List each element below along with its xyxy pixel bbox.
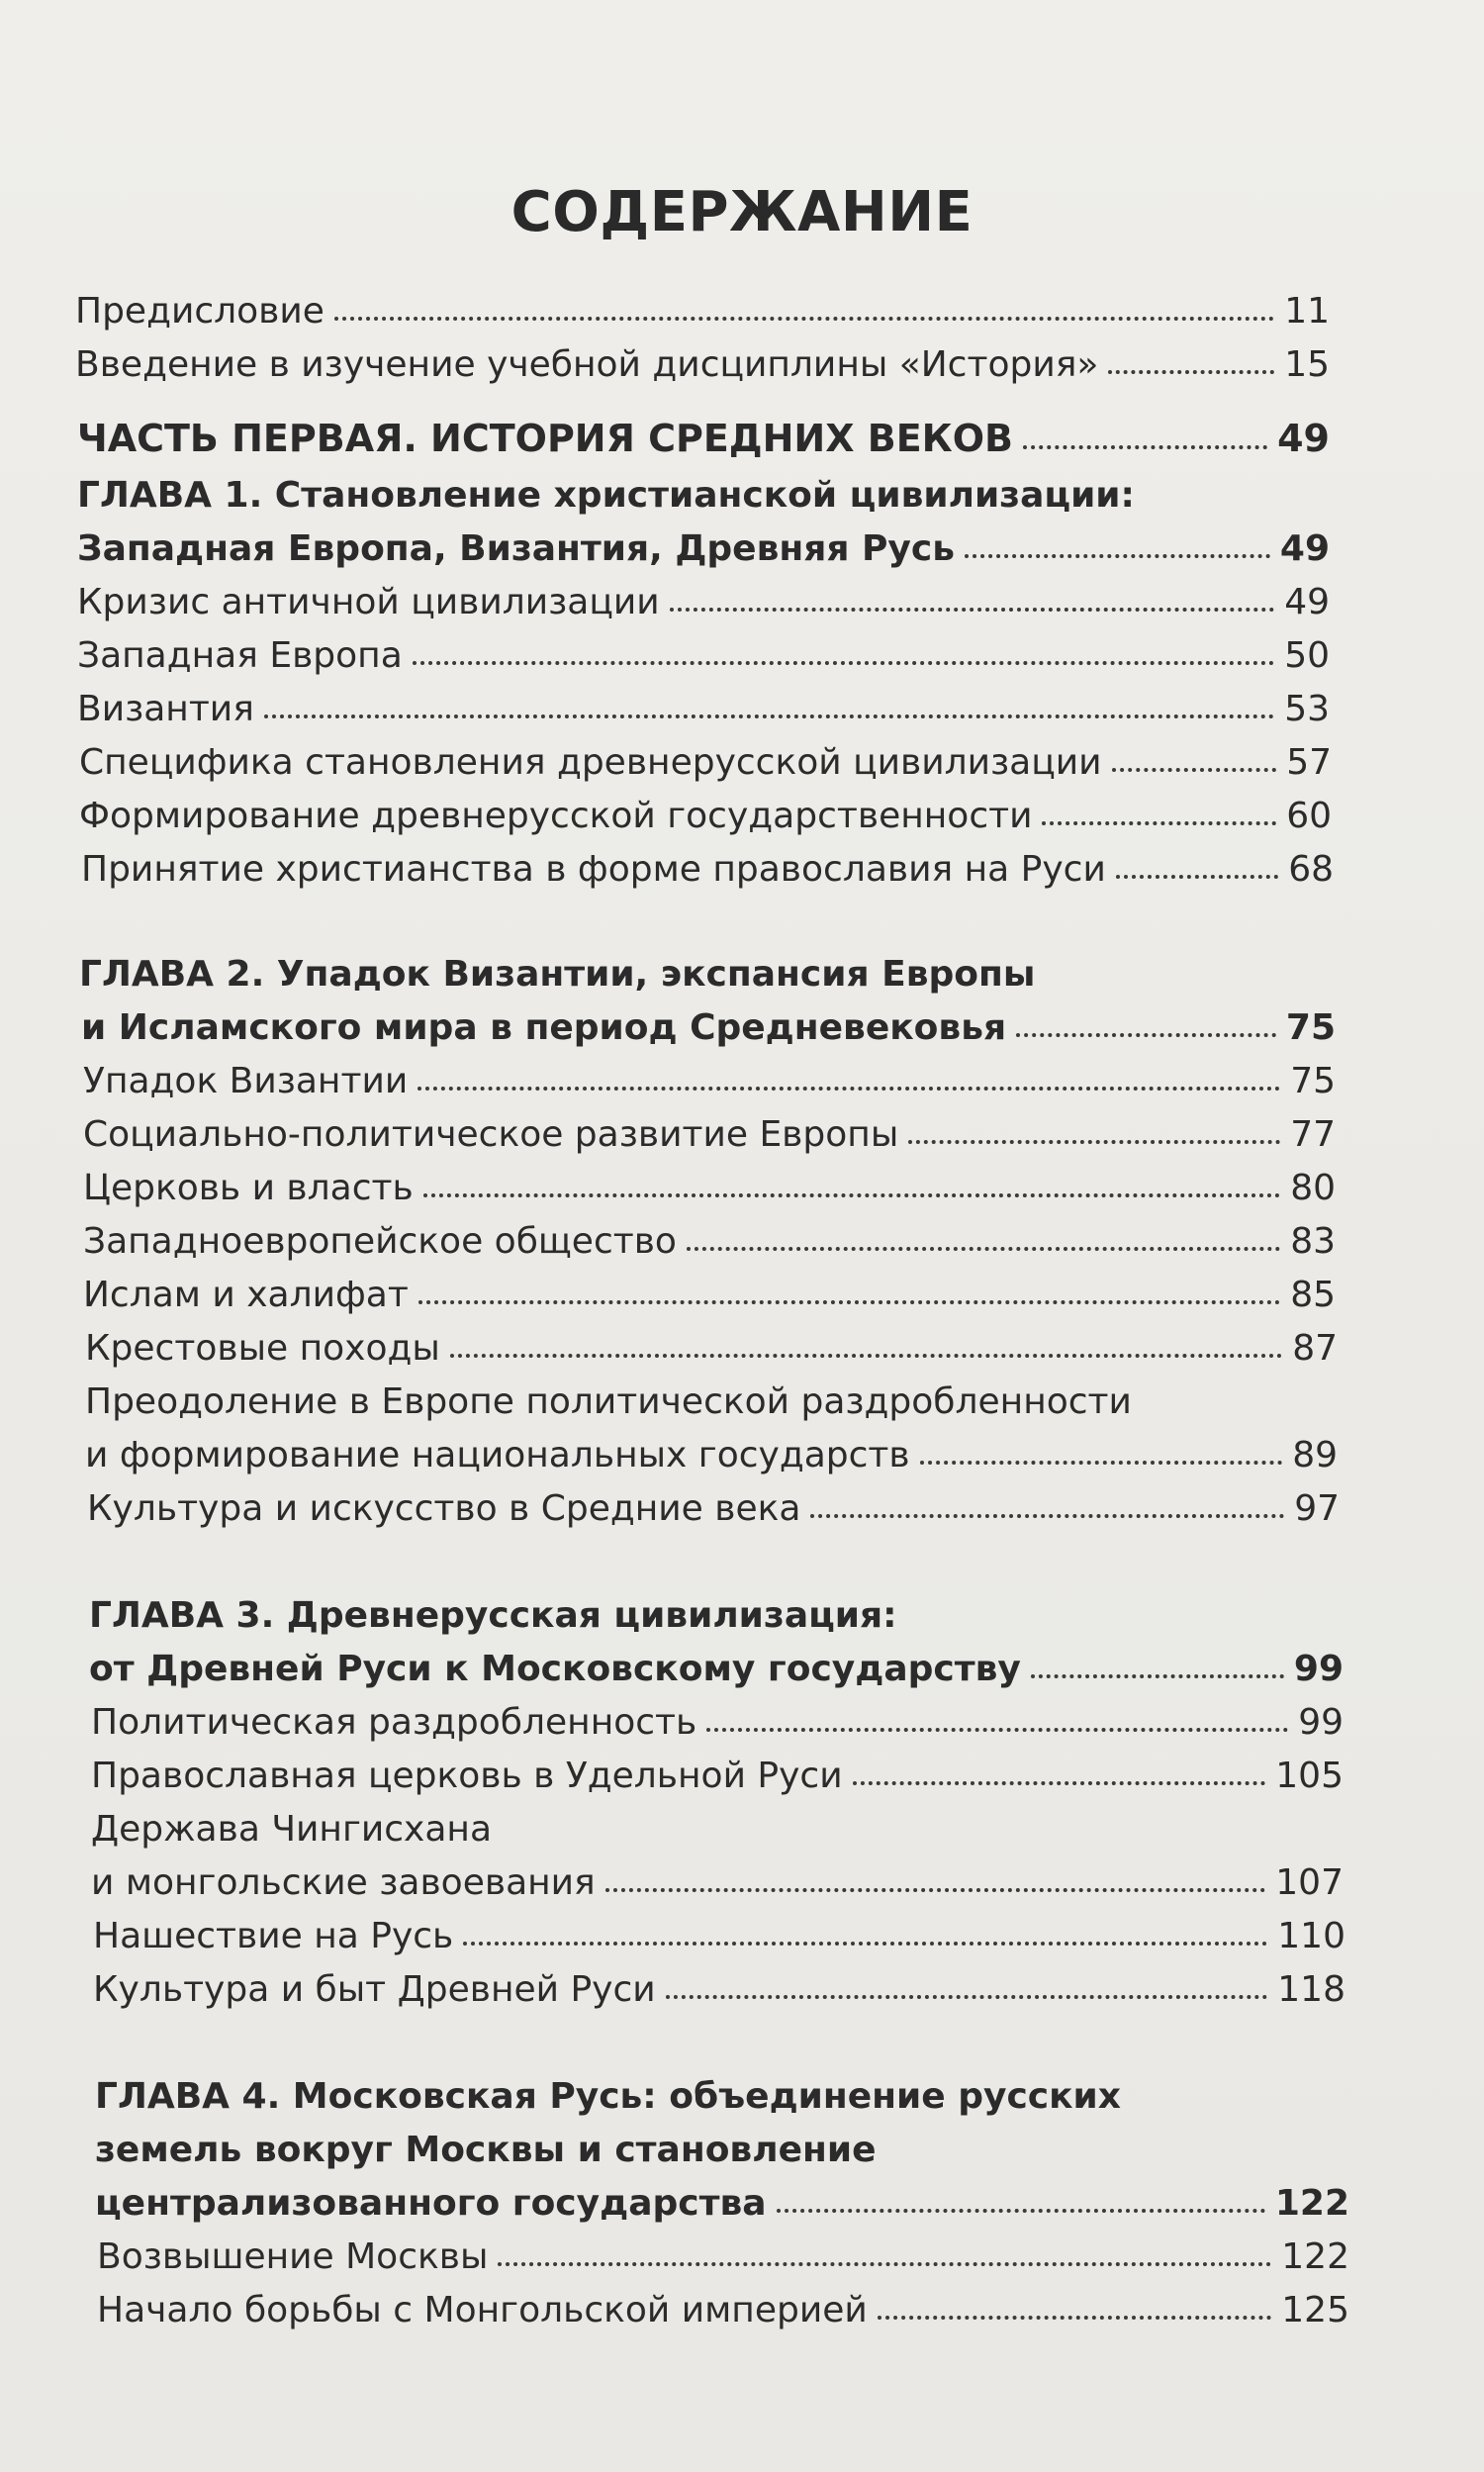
- toc-entry-title: и Исламского мира в период Средневековья: [81, 1007, 1007, 1048]
- toc-leader-dots: [463, 1932, 1267, 1946]
- toc-entry: [87, 1482, 1340, 1536]
- toc-entry-page: 107: [1275, 1862, 1344, 1903]
- toc-entry: [77, 683, 1330, 736]
- toc-leader-dots: [920, 1451, 1283, 1465]
- toc-entry: [83, 1055, 1336, 1108]
- toc-entry-title: Византия: [77, 689, 254, 729]
- toc-entry-page: 85: [1290, 1275, 1336, 1315]
- toc-entry-page: 122: [1281, 2236, 1349, 2277]
- toc-chapter-heading: [77, 523, 1330, 576]
- toc-chapter-heading: [95, 2070, 1349, 2124]
- toc-leader-dots: [777, 2199, 1265, 2213]
- toc-entry-page: 75: [1285, 1007, 1336, 1048]
- toc-entry-page: 49: [1277, 417, 1330, 460]
- toc-entry-page: 118: [1277, 1969, 1345, 2010]
- toc-leader-dots: [605, 1878, 1266, 1892]
- toc-entry-title: Нашествие на Русь: [93, 1916, 454, 1956]
- toc-entry: [85, 1322, 1338, 1376]
- toc-entry: [81, 843, 1334, 897]
- toc-leader-dots: [1023, 435, 1267, 449]
- toc-entry-title: Формирование древнерусской государственности: [79, 796, 1033, 836]
- toc-entry-page: 50: [1284, 635, 1330, 676]
- toc-leader-dots: [810, 1504, 1284, 1518]
- toc-entry-page: 11: [1284, 291, 1330, 332]
- toc-entry-page: 87: [1292, 1328, 1338, 1369]
- toc-leader-dots: [965, 544, 1270, 558]
- toc-entry-title: ГЛАВА 3. Древнерусская цивилизация:: [89, 1595, 897, 1636]
- toc-leader-dots: [1031, 1664, 1284, 1678]
- toc-entry: [85, 1376, 1338, 1429]
- toc-entry: [93, 1963, 1345, 2017]
- toc-entry-title: от Древней Руси к Московскому государству: [89, 1649, 1021, 1689]
- toc-entry-page: 80: [1290, 1168, 1336, 1208]
- toc-entry-page: 68: [1288, 849, 1334, 890]
- toc-entry-page: 83: [1290, 1221, 1336, 1262]
- toc-chapter-heading: [77, 469, 1330, 523]
- toc-entry: [83, 1269, 1336, 1322]
- toc-entry-page: 49: [1284, 582, 1330, 622]
- toc-entry: [97, 2284, 1349, 2337]
- toc-entry-title: и формирование национальных государств: [85, 1435, 910, 1475]
- toc-entry: [91, 1696, 1344, 1750]
- toc-entry-page: 15: [1284, 344, 1330, 385]
- toc-entry-title: Упадок Византии: [83, 1061, 409, 1101]
- toc-entry: [77, 629, 1330, 683]
- toc-chapter-heading: [79, 948, 1334, 1001]
- toc-entry-title: Возвышение Москвы: [97, 2236, 489, 2277]
- toc-chapter-heading: [81, 1001, 1336, 1055]
- toc-entry-title: и монгольские завоевания: [91, 1862, 596, 1903]
- toc-entry-page: 75: [1290, 1061, 1336, 1101]
- toc-leader-dots: [413, 651, 1274, 665]
- toc-chapter-heading: [89, 1643, 1344, 1696]
- toc-leader-dots: [423, 1184, 1280, 1197]
- toc-entry-page: 125: [1281, 2290, 1349, 2330]
- toc-entry: [79, 790, 1332, 843]
- toc-entry-title: Начало борьбы с Монгольской империей: [97, 2290, 868, 2330]
- toc-leader-dots: [334, 307, 1274, 321]
- toc-entry: [85, 1429, 1338, 1482]
- toc-part-heading: [77, 412, 1330, 465]
- toc-leader-dots: [908, 1130, 1280, 1144]
- toc-entry-title: централизованного государства: [95, 2183, 767, 2224]
- toc-chapter-heading: [89, 1589, 1344, 1643]
- toc-leader-dots: [706, 1718, 1288, 1732]
- toc-leader-dots: [1116, 865, 1278, 879]
- toc-entry: [75, 338, 1330, 392]
- toc-leader-dots: [878, 2306, 1272, 2320]
- toc-leader-dots: [450, 1344, 1282, 1358]
- toc-leader-dots: [666, 1985, 1268, 1999]
- toc-entry-page: 99: [1298, 1702, 1344, 1743]
- toc-entry-title: Кризис античной цивилизации: [77, 582, 660, 622]
- toc-entry-page: 53: [1284, 689, 1330, 729]
- toc-entry: [83, 1162, 1336, 1215]
- toc-entry-title: ГЛАВА 2. Упадок Византии, экспансия Европы: [79, 954, 1036, 995]
- toc-leader-dots: [264, 705, 1274, 718]
- toc-leader-dots: [853, 1771, 1266, 1785]
- toc-entry-title: Западная Европа, Византия, Древняя Русь: [77, 528, 955, 569]
- toc-entry-title: Преодоление в Европе политической раздробленности: [85, 1381, 1132, 1422]
- toc-chapter-heading: [95, 2177, 1349, 2231]
- toc-entry-page: 89: [1292, 1435, 1338, 1475]
- toc-entry: [83, 1108, 1336, 1162]
- toc-leader-dots: [1042, 811, 1276, 825]
- toc-entry-title: ЧАСТЬ ПЕРВАЯ. ИСТОРИЯ СРЕДНИХ ВЕКОВ: [77, 417, 1014, 460]
- toc-entry-title: Крестовые походы: [85, 1328, 440, 1369]
- toc-entry-title: Держава Чингисхана: [91, 1809, 493, 1850]
- toc-leader-dots: [498, 2252, 1271, 2266]
- toc-entry: [91, 1856, 1344, 1910]
- toc-entry-title: Культура и искусство в Средние века: [87, 1488, 801, 1529]
- toc-entry-page: 99: [1293, 1649, 1344, 1689]
- toc-entry-title: Ислам и халифат: [83, 1275, 409, 1315]
- toc-entry-title: Культура и быт Древней Руси: [93, 1969, 656, 2010]
- toc-entry: [79, 736, 1332, 790]
- toc-leader-dots: [1016, 1023, 1276, 1037]
- toc-entry-title: Предисловие: [75, 291, 325, 332]
- toc-entry: [91, 1803, 1344, 1856]
- page-title: СОДЕРЖАНИЕ: [510, 180, 974, 244]
- toc-leader-dots: [670, 598, 1275, 612]
- toc-entry-title: Церковь и власть: [83, 1168, 414, 1208]
- toc-entry-page: 60: [1286, 796, 1332, 836]
- toc-entry-page: 105: [1275, 1756, 1344, 1796]
- toc-entry-page: 122: [1274, 2183, 1349, 2224]
- toc-entry-title: Специфика становления древнерусской цивилизации: [79, 742, 1102, 783]
- toc-entry-title: Православная церковь в Удельной Руси: [91, 1756, 843, 1796]
- toc-entry: [97, 2231, 1349, 2284]
- toc-entry-title: Западная Европа: [77, 635, 403, 676]
- toc-leader-dots: [1112, 758, 1277, 772]
- toc-entry: [91, 1750, 1344, 1803]
- toc-leader-dots: [417, 1077, 1280, 1091]
- toc-entry: [77, 576, 1330, 629]
- toc-entry: [83, 1215, 1336, 1269]
- toc-chapter-heading: [95, 2124, 1349, 2177]
- toc-entry-page: 49: [1279, 528, 1330, 569]
- toc-entry-title: ГЛАВА 1. Становление христианской цивилизации:: [77, 475, 1135, 516]
- toc-entry-page: 57: [1286, 742, 1332, 783]
- toc-entry-title: земель вокруг Москвы и становление: [95, 2130, 877, 2170]
- toc-entry-page: 77: [1290, 1114, 1336, 1155]
- toc-leader-dots: [687, 1237, 1280, 1251]
- toc-entry-title: ГЛАВА 4. Московская Русь: объединение русских: [95, 2076, 1122, 2117]
- toc-leader-dots: [418, 1290, 1280, 1304]
- toc-entry-page: 110: [1277, 1916, 1345, 1956]
- toc-entry-title: Западноевропейское общество: [83, 1221, 677, 1262]
- toc-entry: [93, 1910, 1345, 1963]
- toc-entry: [75, 285, 1330, 338]
- toc-entry-title: Социально-политическое развитие Европы: [83, 1114, 899, 1155]
- toc-leader-dots: [1108, 360, 1274, 374]
- toc-entry-page: 97: [1294, 1488, 1340, 1529]
- toc-entry-title: Принятие христианства в форме православия на Руси: [81, 849, 1106, 890]
- toc-entry-title: Введение в изучение учебной дисциплины «История»: [75, 344, 1099, 385]
- toc-entry-title: Политическая раздробленность: [91, 1702, 697, 1743]
